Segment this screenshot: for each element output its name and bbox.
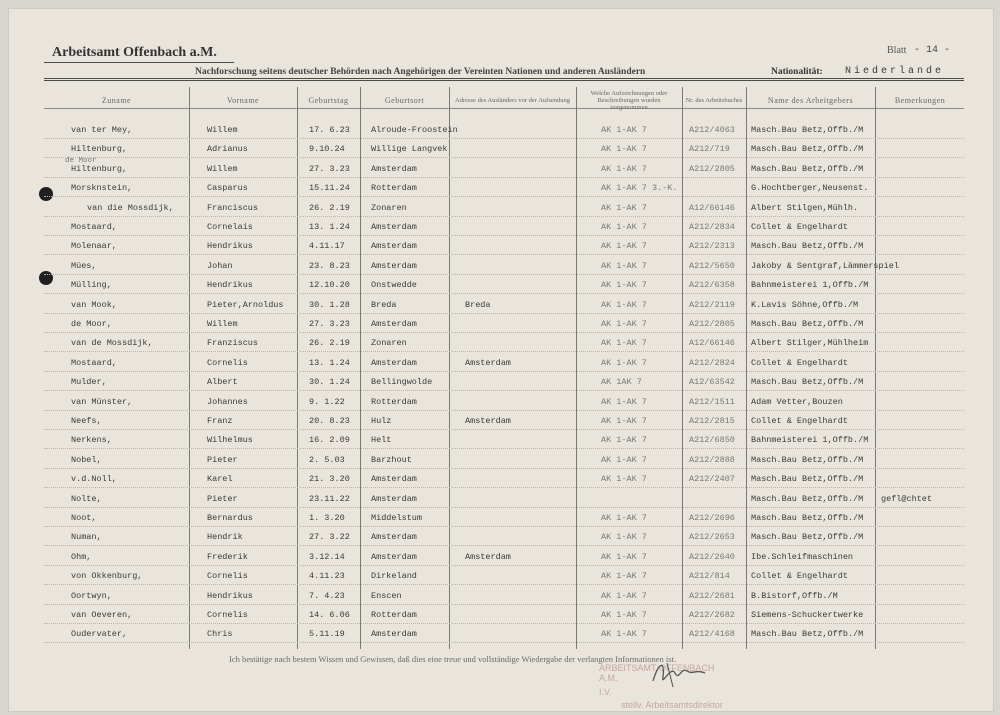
cell-zuname: von Okkenburg, [71,571,143,582]
cell-geburtstag: 13. 1.24 [309,357,350,368]
cell-geburtstag: 5.11.19 [309,629,345,640]
cell-zuname: Mulder, [71,377,107,388]
cell-zuname: Nobel, [71,454,102,465]
cell-vorname: Willem [207,319,238,329]
cell-geburtstag: 27. 3.22 [309,532,350,543]
cell-geburtsort: Rotterdam [371,610,417,620]
cell-geburtstag: 2. 5.03 [309,454,345,465]
cell-zuname: Nerkens, [71,435,112,446]
office-title: Arbeitsamt Offenbach a.M. [52,45,217,60]
cell-geburtstag: 26. 2.19 [309,338,350,349]
cell-nr: A212/2888 [689,454,735,465]
cell-aufzeichnungen: AK 1-AK 7 [601,513,647,523]
cell-zuname: v.d.Noll, [71,474,117,485]
row-rule [44,623,964,624]
cell-zuname: Hiltenburg, [71,163,128,174]
cell-vorname: Johan [207,260,233,271]
cell-aufzeichnungen: AK 1-AK 7 3.-K. [601,183,678,194]
cell-geburtsort: Zonaren [371,202,407,213]
cell-arbeitgeber: Masch.Bau Betz,Offb./M [751,454,864,465]
cell-nr: A212/2313 [689,241,735,252]
cell-nr: A212/4063 [689,125,735,135]
cell-nr: A12/66146 [689,202,735,213]
cell-zuname: Molenaar, [71,241,117,252]
row-prefix-annotation: de Moor [65,157,97,165]
cell-aufzeichnungen: AK 1-AK 7 [601,396,647,407]
cell-zuname: Mülling, [71,280,112,291]
cell-vorname: Chris [207,629,233,640]
cell-arbeitgeber: Masch.Bau Betz,Offb./M [751,144,864,155]
row-rule [44,487,964,488]
cell-nr: A212/2682 [689,610,735,620]
cell-arbeitgeber: Masch.Bau Betz,Offb./M [751,513,864,523]
cell-zuname: Mües, [71,260,97,271]
stamp-iv-line: I.V. [599,687,612,697]
cell-geburtsort: Dirkeland [371,571,417,582]
row-rule [44,177,964,178]
cell-aufzeichnungen: AK 1-AK 7 [601,590,647,601]
cell-nr: A212/2407 [689,474,735,485]
cell-geburtsort: Barzhout [371,454,412,465]
cell-arbeitgeber: G.Hochtberger,Neusenst. [751,183,869,194]
column-header-zuname: Zuname [101,95,132,105]
cell-geburtstag: 15.11.24 [309,183,350,194]
cell-zuname: Oortwyn, [71,590,112,601]
column-header-vorname: Vorname [226,95,260,105]
cell-arbeitgeber: Masch.Bau Betz,Offb./M [751,532,864,543]
cell-vorname: Karel [207,474,233,485]
cell-geburtsort: Enscen [371,590,402,601]
cell-vorname: Pieter [207,493,238,504]
cell-nr: A212/2696 [689,513,735,523]
cell-aufzeichnungen: AK 1-AK 7 [601,551,647,562]
cell-geburtstag: 27. 3.23 [309,163,350,174]
cell-aufzeichnungen: AK 1-AK 7 [601,338,647,349]
cell-aufzeichnungen: AK 1-AK 7 [601,299,647,310]
cell-vorname: Hendrik [207,532,243,543]
cell-nr: A212/814 [689,571,730,582]
cell-aufzeichnungen: AK 1-AK 7 [601,610,647,620]
document-sheet [8,8,994,712]
cell-geburtstag: 30. 1.28 [309,299,350,310]
cell-arbeitgeber: Masch.Bau Betz,Offb./M [751,241,864,252]
cell-nr: A212/2834 [689,222,735,232]
cell-aufzeichnungen: AK 1AK 7 [601,377,642,388]
row-rule [44,565,964,566]
cell-zuname: Morsknstein, [71,183,133,194]
cell-arbeitgeber: B.Bistorf,Offb./M [751,590,838,601]
cell-geburtstag: 9.10.24 [309,144,345,155]
row-rule [44,313,964,314]
cell-geburtstag: 13. 1.24 [309,222,350,232]
cell-aufzeichnungen: AK 1-AK 7 [601,202,647,213]
row-rule [44,410,964,411]
column-header-arbeitsbuch-nr: Nr. des Arbeitsbuches [685,96,743,104]
stamp-title-line: stellv. Arbeitsamtsdirektor [621,700,723,710]
cell-geburtsort: Bellingwolde [371,377,433,388]
cell-geburtsort: Amsterdam [371,532,417,543]
column-header-arbeitgeber: Name des Arbeitgebers [767,95,854,105]
cell-vorname: Albert [207,377,238,388]
cell-geburtsort: Hulz [371,416,392,426]
cell-zuname: Noot, [71,513,97,523]
cell-aufzeichnungen: AK 1-AK 7 [601,241,647,252]
title-underline [44,62,234,63]
cell-arbeitgeber: Bahnmeisterei 1,Offb./M [751,280,869,291]
cell-geburtsort: Amsterdam [371,241,417,252]
cell-arbeitgeber: Ibe.Schleifmaschinen [751,551,854,562]
cell-geburtsort: Middelstum [371,513,423,523]
cell-vorname: Franziscus [207,338,259,349]
cell-vorname: Hendrikus [207,590,253,601]
cell-aufzeichnungen: AK 1-AK 7 [601,435,647,446]
row-rule [44,138,964,139]
cell-arbeitgeber: Masch.Bau Betz,Offb./M [751,493,864,504]
cell-zuname: van de Mossdijk, [71,338,153,349]
cell-geburtstag: 21. 3.20 [309,474,350,485]
row-rule [44,507,964,508]
row-rule [44,526,964,527]
form-subtitle: Nachforschung seitens deutscher Behörden nach Angehörigen der Vereinten Nationen und anderen Ausländern [195,67,646,77]
cell-vorname: Pieter,Arnoldus [207,299,284,310]
cell-vorname: Pieter [207,454,238,465]
cell-arbeitgeber: Collet & Engelhardt [751,571,848,582]
cell-vorname: Hendrikus [207,280,253,291]
cell-geburtstag: 23.11.22 [309,493,350,504]
cell-arbeitgeber: Collet & Engelhardt [751,357,848,368]
cell-geburtsort: Amsterdam [371,551,417,562]
cell-geburtstag: 1. 3.20 [309,513,345,523]
row-rule [44,545,964,546]
cell-arbeitgeber: Masch.Bau Betz,Offb./M [751,629,864,640]
cell-nr: A212/6358 [689,280,735,291]
cell-arbeitgeber: Masch.Bau Betz,Offb./M [751,474,864,485]
cell-aufzeichnungen: AK 1-AK 7 [601,144,647,155]
cell-vorname: Willem [207,163,238,174]
row-rule [44,468,964,469]
cell-arbeitgeber: Collet & Engelhardt [751,222,848,232]
cell-geburtsort: Amsterdam [371,260,417,271]
cell-nr: A12/66146 [689,338,735,349]
cell-nr: A212/2824 [689,357,735,368]
cell-zuname: Mostaard, [71,357,117,368]
cell-vorname: Cornelis [207,357,248,368]
cell-arbeitgeber: Albert Stilgen,Mühlh. [751,202,859,213]
row-rule [44,351,964,352]
cell-geburtstag: 7. 4.23 [309,590,345,601]
cell-nr: A212/2653 [689,532,735,543]
cell-bemerkungen: gefl@chtet [881,493,933,504]
cell-arbeitgeber: Masch.Bau Betz,Offb./M [751,319,864,329]
cell-adresse: Amsterdam [465,357,511,368]
column-header-geburtsort: Geburtsort [384,95,425,105]
page-number: - 14 - [914,45,951,56]
cell-vorname: Willem [207,125,238,135]
cell-aufzeichnungen: AK 1-AK 7 [601,416,647,426]
cell-geburtsort: Zonaren [371,338,407,349]
cell-geburtsort: Rotterdam [371,183,417,194]
cell-geburtsort: Amsterdam [371,222,417,232]
row-rule [44,448,964,449]
cell-aufzeichnungen: AK 1-AK 7 [601,125,647,135]
cell-geburtstag: 14. 6.06 [309,610,350,620]
cell-adresse: Amsterdam [465,551,511,562]
cell-geburtstag: 26. 2.19 [309,202,350,213]
cell-aufzeichnungen: AK 1-AK 7 [601,454,647,465]
cell-nr: A212/2805 [689,319,735,329]
cell-zuname: Numan, [71,532,102,543]
cell-arbeitgeber: Jakoby & Sentgraf,Lämmerspiel [751,260,899,271]
cell-aufzeichnungen: AK 1-AK 7 [601,222,647,232]
cell-vorname: Frederik [207,551,248,562]
cell-zuname: van Münster, [71,396,133,407]
row-rule [44,254,964,255]
cell-arbeitgeber: Masch.Bau Betz,Offb./M [751,163,864,174]
cell-nr: A212/2681 [689,590,735,601]
cell-vorname: Johannes [207,396,248,407]
cell-geburtsort: Amsterdam [371,357,417,368]
cell-aufzeichnungen: AK 1-AK 7 [601,629,647,640]
row-rule [44,390,964,391]
nationality-value: Niederlande [845,66,945,77]
cell-vorname: Wilhelmus [207,435,253,446]
row-rule [44,196,964,197]
row-rule [44,274,964,275]
cell-arbeitgeber: K.Lavis Söhne,Offb./M [751,299,859,310]
cell-aufzeichnungen: AK 1-AK 7 [601,474,647,485]
cell-geburtstag: 17. 6.23 [309,125,350,135]
cell-geburtsort: Breda [371,299,397,310]
page-label: Blatt [887,45,907,56]
cell-geburtsort: Amsterdam [371,163,417,174]
cell-nr: A212/2119 [689,299,735,310]
cell-nr: A212/1511 [689,396,735,407]
cell-geburtsort: Amsterdam [371,474,417,485]
cell-geburtstag: 30. 1.24 [309,377,350,388]
column-header-geburtstag: Geburtstag [308,95,349,105]
cell-zuname: van Mook, [71,299,117,310]
cell-vorname: Franz [207,416,233,426]
row-rule [44,216,964,217]
cell-nr: A212/6850 [689,435,735,446]
cell-arbeitgeber: Adam Vetter,Bouzen [751,396,843,407]
row-rule [44,584,964,585]
cell-vorname: Hendrikus [207,241,253,252]
cell-nr: A212/5650 [689,260,735,271]
header-rule-top-2 [44,80,964,81]
cell-nr: A212/719 [689,144,730,155]
cell-aufzeichnungen: AK 1-AK 7 [601,260,647,271]
row-rule [44,332,964,333]
cell-nr: A212/2815 [689,416,735,426]
header-rule-top [44,78,964,79]
cell-geburtstag: 27. 3.23 [309,319,350,329]
cell-geburtsort: Amsterdam [371,629,417,640]
cell-zuname: de Moor, [71,319,112,329]
cell-zuname: Neefs, [71,416,102,426]
cell-geburtstag: 4.11.17 [309,241,345,252]
cell-zuname: van ter Mey, [71,125,133,135]
cell-geburtstag: 4.11.23 [309,571,345,582]
cell-adresse: Amsterdam [465,416,511,426]
cell-geburtsort: Onstwedde [371,280,417,291]
cell-geburtstag: 16. 2.09 [309,435,350,446]
cell-nr: A12/63542 [689,377,735,388]
punch-hole [39,187,53,201]
cell-aufzeichnungen: AK 1-AK 7 [601,280,647,291]
row-rule [44,157,964,158]
cell-arbeitgeber: Masch.Bau Betz,Offb./M [751,125,864,135]
cell-vorname: Cornelis [207,610,248,620]
stamp-office-line: ARBEITSAMT OFFENBACH A.M. [599,663,715,683]
row-rule [44,642,964,643]
row-rule [44,429,964,430]
cell-geburtsort: Willige Langvek [371,144,448,155]
cell-geburtstag: 20. 8.23 [309,416,350,426]
column-header-adresse: Adresse des Ausländers vor der Aufsendung [455,96,570,104]
signature [649,657,709,691]
cell-geburtstag: 23. 8.23 [309,260,350,271]
column-header-aufzeichnungen: Welche Aufzeichnungen oder Beschreibungen wurden vorgenommen [590,89,668,111]
cell-arbeitgeber: Masch.Bau Betz,Offb./M [751,377,864,388]
cell-vorname: Bernardus [207,513,253,523]
cell-geburtsort: Amsterdam [371,319,417,329]
cell-geburtsort: Alroude-Froostein [371,125,458,135]
cell-geburtstag: 12.10.20 [309,280,350,291]
cell-arbeitgeber: Bahnmeisterei 1,Offb./M [751,435,869,446]
cell-zuname: Hiltenburg, [71,144,128,155]
cell-vorname: Cornelis [207,571,248,582]
cell-geburtsort: Rotterdam [371,396,417,407]
cell-aufzeichnungen: AK 1-AK 7 [601,163,647,174]
row-rule [44,235,964,236]
cell-adresse: Breda [465,299,491,310]
cell-arbeitgeber: Collet & Engelhardt [751,416,848,426]
cell-arbeitgeber: Albert Stilger,Mühlheim [751,338,869,349]
cell-zuname: Mostaard, [71,222,117,232]
cell-aufzeichnungen: AK 1-AK 7 [601,319,647,329]
cell-arbeitgeber: Siemens-Schuckertwerke [751,610,864,620]
cell-aufzeichnungen: AK 1-AK 7 [601,532,647,543]
cell-zuname: van Oeveren, [71,610,133,620]
cell-nr: A212/2640 [689,551,735,562]
cell-zuname: Oudervater, [71,629,128,640]
cell-geburtsort: Helt [371,435,392,446]
nationality-label: Nationalität: [771,67,823,77]
row-rule [44,371,964,372]
cell-zuname: Ohm, [71,551,92,562]
cell-vorname: Casparus [207,183,248,194]
cell-zuname: Nolte, [71,493,102,504]
certification-text: Ich bestätige nach bestem Wissen und Gewissen, daß dies eine treue und vollständige Wiedergabe der verlangten Informationen ist. [229,654,677,664]
cell-geburtstag: 9. 1.22 [309,396,345,407]
column-header-bemerkungen: Bemerkungen [894,95,946,105]
cell-nr: A212/4168 [689,629,735,640]
cell-vorname: Cornelais [207,222,253,232]
cell-aufzeichnungen: AK 1-AK 7 [601,571,647,582]
cell-nr: A212/2805 [689,163,735,174]
cell-zuname: van die Mossdijk, [87,202,174,213]
cell-geburtstag: 3.12.14 [309,551,345,562]
row-rule [44,293,964,294]
cell-vorname: Franciscus [207,202,259,213]
cell-aufzeichnungen: AK 1-AK 7 [601,357,647,368]
cell-geburtsort: Amsterdam [371,493,417,504]
row-rule [44,604,964,605]
cell-vorname: Adrianus [207,144,248,155]
